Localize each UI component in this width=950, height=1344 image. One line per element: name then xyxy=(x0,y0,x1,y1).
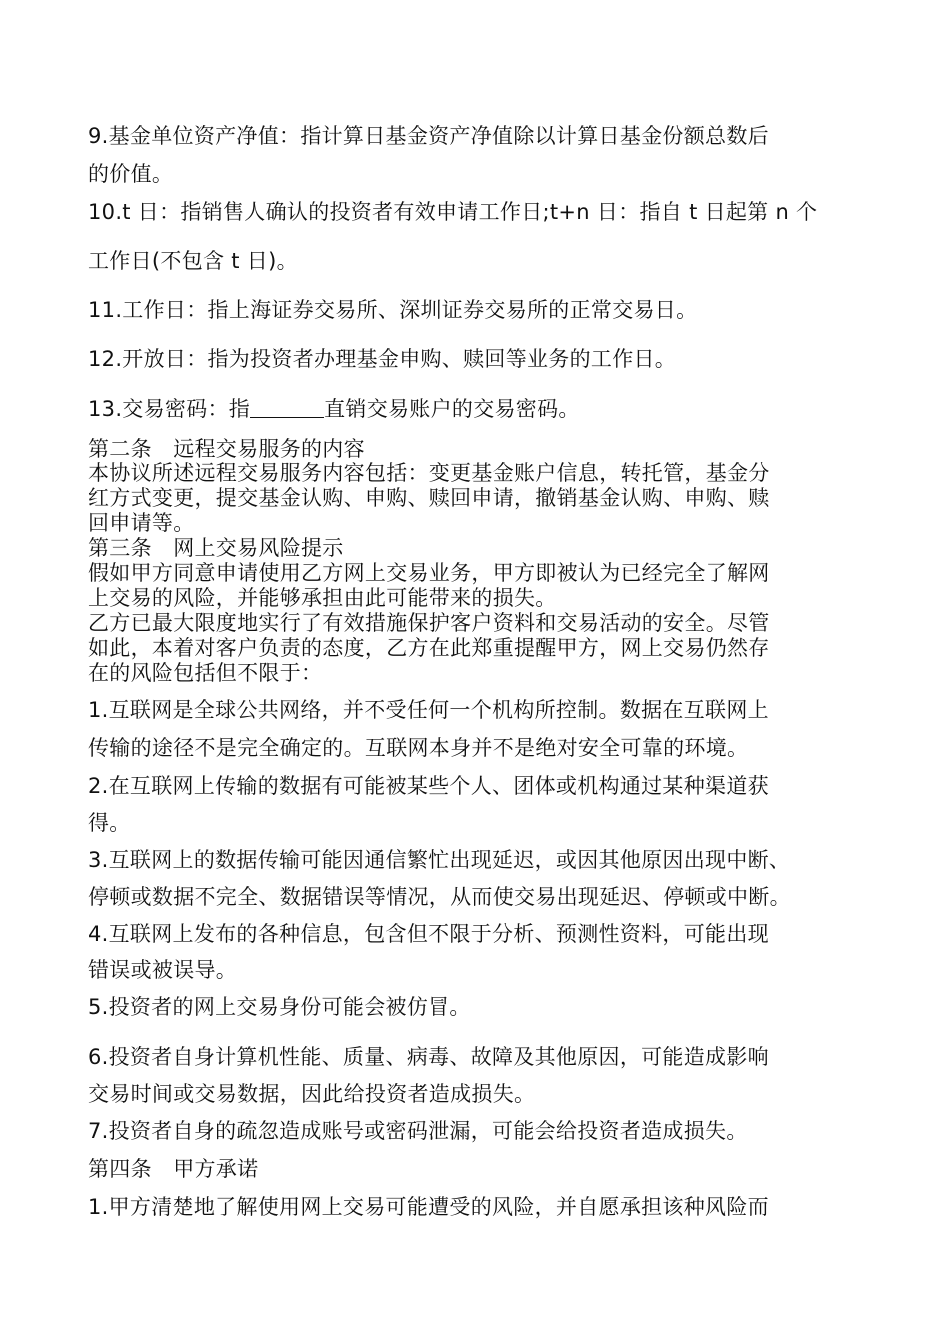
text-line: 本协议所述远程交易服务内容包括：变更基金账户信息，转托管，基金分 xyxy=(88,461,770,485)
blank-underline xyxy=(250,397,324,418)
text-line: 传输的途径不是完全确定的。互联网本身并不是绝对安全可靠的环境。 xyxy=(88,736,749,760)
text-line xyxy=(88,397,580,421)
text-line: 如此，本着对客户负责的态度，乙方在此郑重提醒甲方，网上交易仍然存 xyxy=(88,636,770,660)
text-line: 5.投资者的网上交易身份可能会被仿冒。 xyxy=(88,995,471,1019)
text-line: 交易时间或交易数据，因此给投资者造成损失。 xyxy=(88,1082,536,1106)
text-segment: 直销交易账户的交易密码。 xyxy=(324,397,580,421)
text-line: 1.互联网是全球公共网络，并不受任何一个机构所控制。数据在互联网上 xyxy=(88,698,769,722)
text-line: 停顿或数据不完全、数据错误等情况，从而使交易出现延迟、停顿或中断。 xyxy=(88,885,791,909)
text-line: 1.甲方清楚地了解使用网上交易可能遭受的风险，并自愿承担该种风险而 xyxy=(88,1195,769,1219)
text-line: 的价值。 xyxy=(88,162,174,186)
section-heading: 第三条 网上交易风险提示 xyxy=(88,536,344,560)
text-line: 7.投资者自身的疏忽造成账号或密码泄漏，可能会给投资者造成损失。 xyxy=(88,1119,748,1143)
text-line: 在的风险包括但不限于： xyxy=(88,661,323,685)
text-line: 9.基金单位资产净值：指计算日基金资产净值除以计算日基金份额总数后 xyxy=(88,124,769,148)
text-line: 错误或被误导。 xyxy=(88,958,238,982)
section-heading: 第二条 远程交易服务的内容 xyxy=(88,437,365,461)
text-line: 假如甲方同意申请使用乙方网上交易业务，甲方即被认为已经完全了解网 xyxy=(88,561,770,585)
text-line: 得。 xyxy=(88,811,131,835)
text-line: 2.在互联网上传输的数据有可能被某些个人、团体或机构通过某种渠道获 xyxy=(88,774,769,798)
text-line: 3.互联网上的数据传输可能因通信繁忙出现延迟，或因其他原因出现中断、 xyxy=(88,848,791,872)
text-line: 6.投资者自身计算机性能、质量、病毒、故障及其他原因，可能造成影响 xyxy=(88,1045,769,1069)
text-line: 红方式变更，提交基金认购、申购、赎回申请，撤销基金认购、申购、赎 xyxy=(88,486,770,510)
text-line: 工作日(不包含 t 日)。 xyxy=(88,249,298,273)
text-line: 回申请等。 xyxy=(88,511,195,535)
text-line: 10.t 日：指销售人确认的投资者有效申请工作日;t+n 日：指自 t 日起第 n 个 xyxy=(88,200,818,224)
text-line: 乙方已最大限度地实行了有效措施保护客户资料和交易活动的安全。尽管 xyxy=(88,611,770,635)
section-heading: 第四条 甲方承诺 xyxy=(88,1157,259,1181)
text-line: 上交易的风险，并能够承担由此可能带来的损失。 xyxy=(88,586,557,610)
text-line: 11.工作日：指上海证券交易所、深圳证券交易所的正常交易日。 xyxy=(88,298,698,322)
text-segment: 13.交易密码：指 xyxy=(88,397,251,421)
text-line: 12.开放日：指为投资者办理基金申购、赎回等业务的工作日。 xyxy=(88,347,677,371)
text-line: 4.互联网上发布的各种信息，包含但不限于分析、预测性资料，可能出现 xyxy=(88,922,769,946)
